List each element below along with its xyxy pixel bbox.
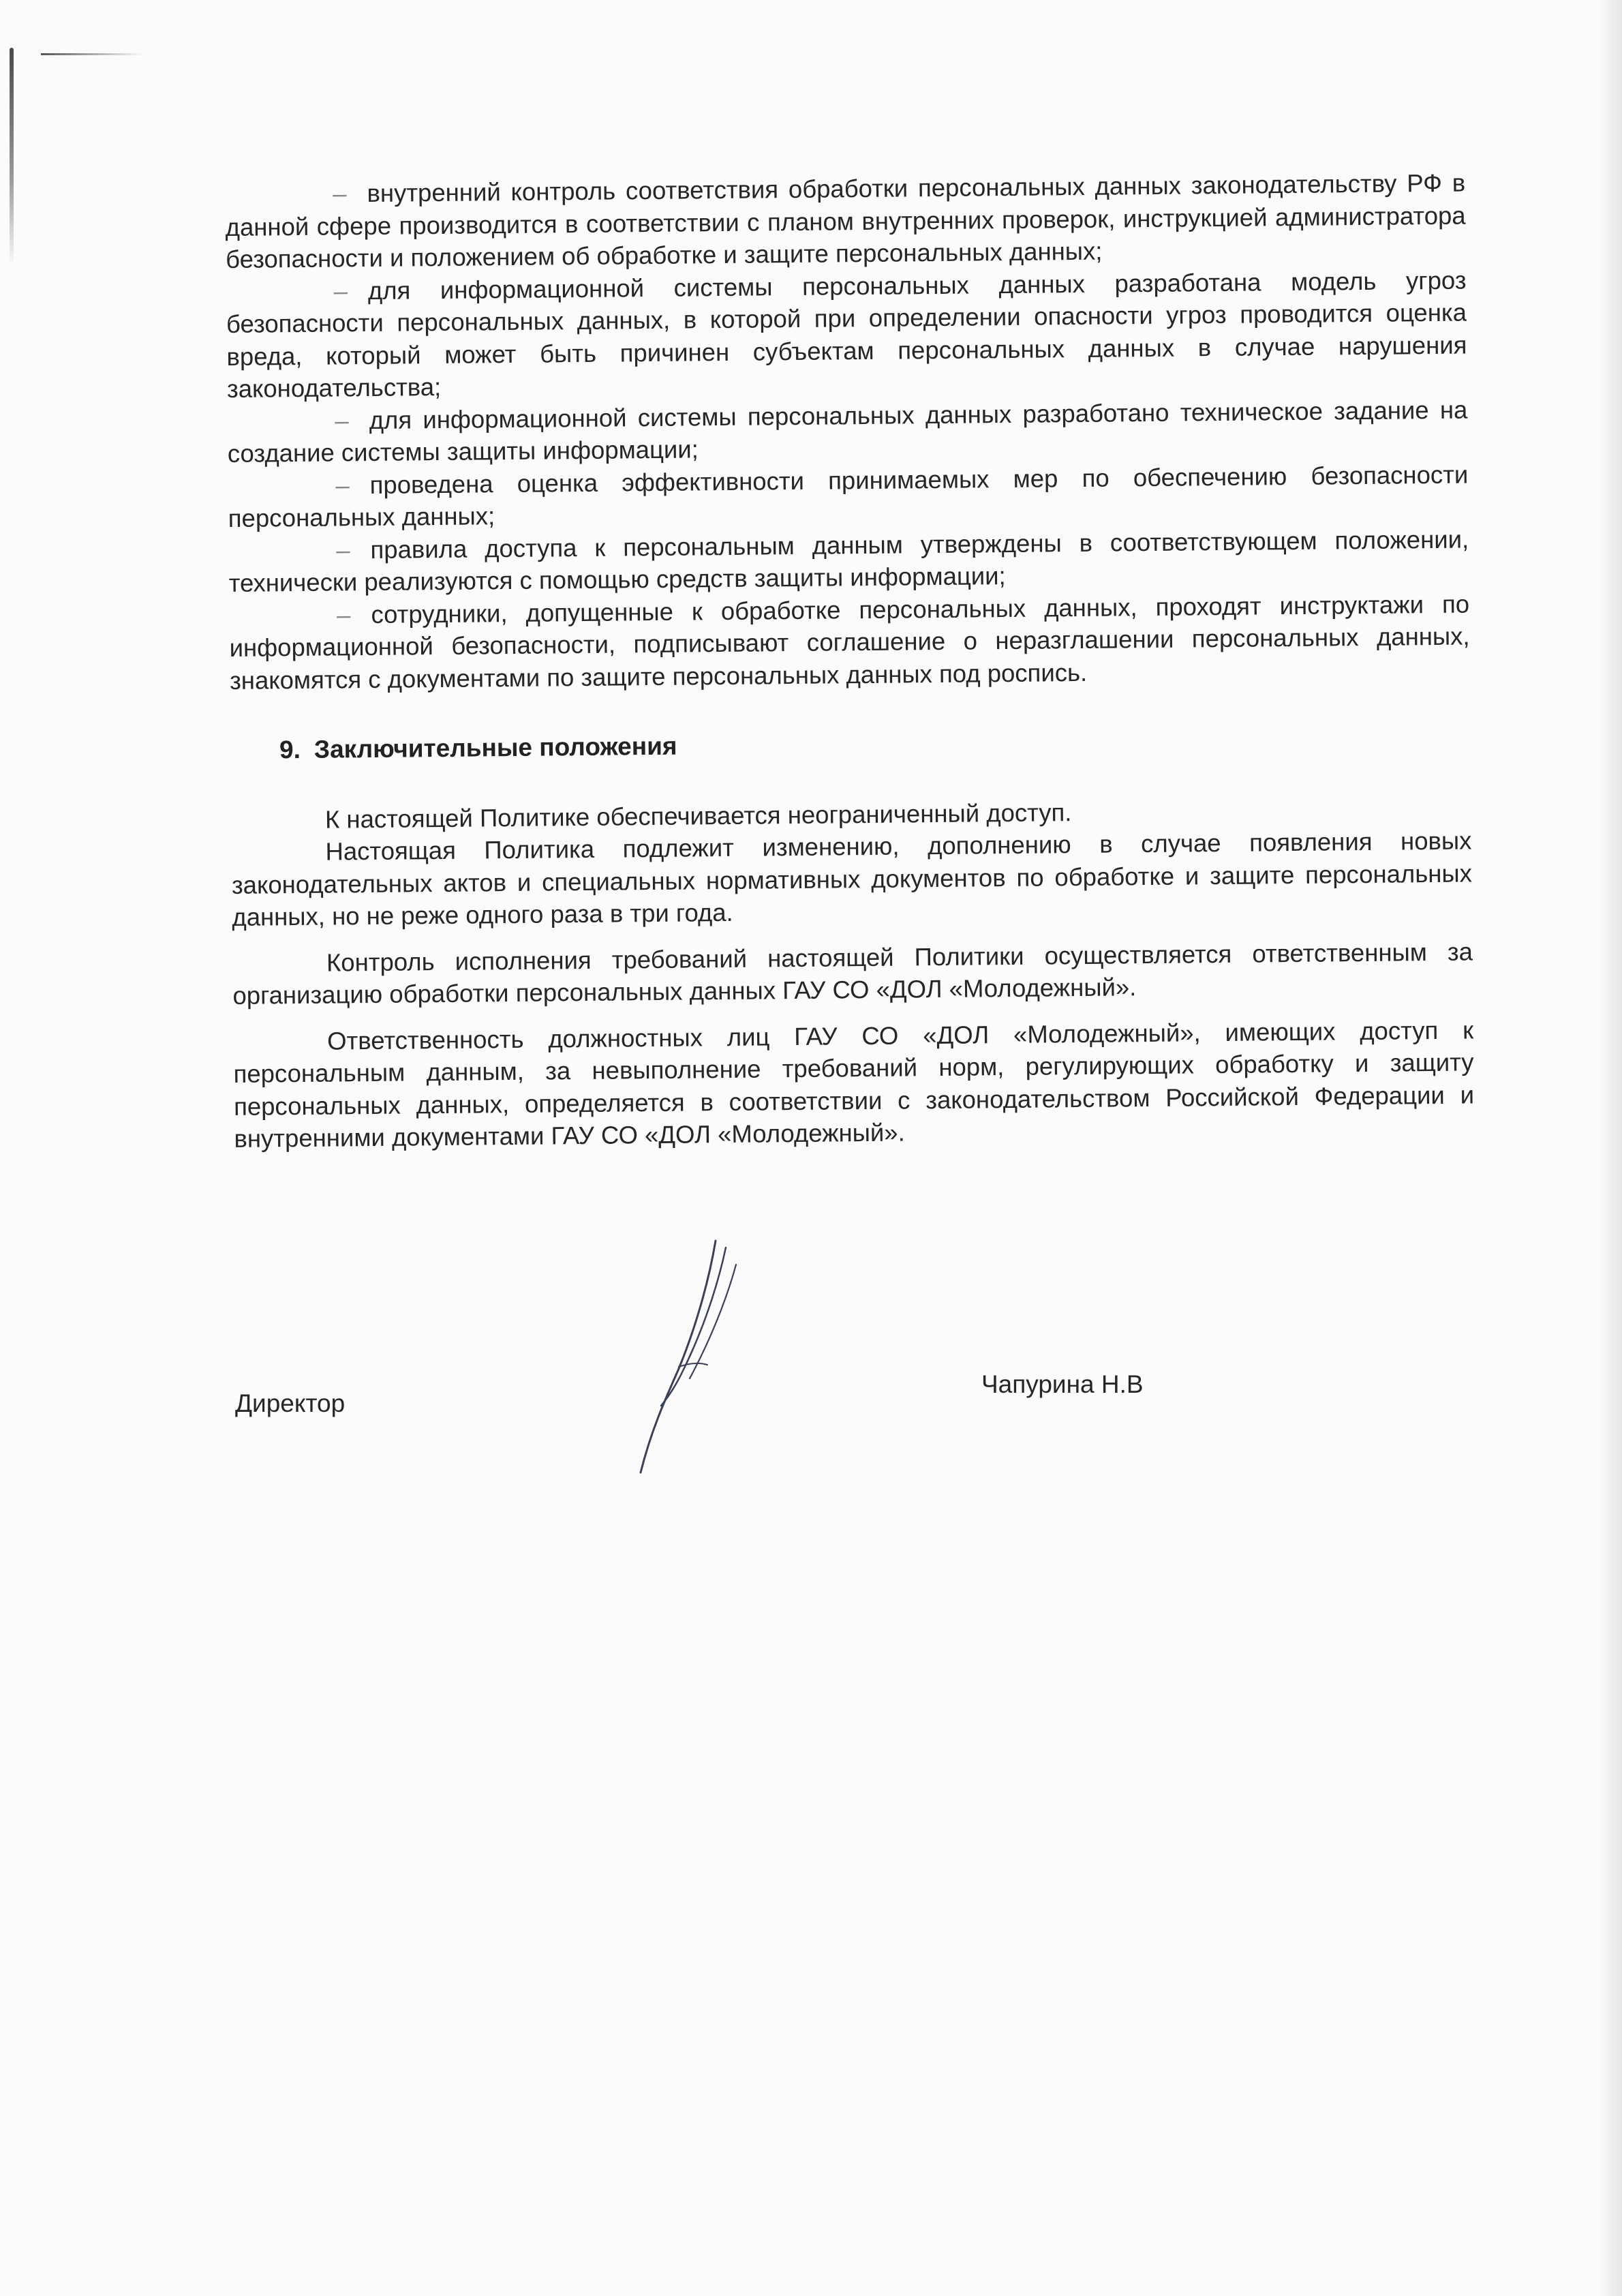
list-item-text: сотрудники, допущенные к обработке персональных данных, проходят инструктажи по информационной безопасности, подписывают соглашение о неразглашении персональных данных, знакомятся с документами по защите персональных данных под роспись. [229, 590, 1470, 695]
list-dash: – [336, 535, 350, 564]
paragraph: Настоящая Политика подлежит изменению, дополнению в случае появления новых законодательных актов и специальных нормативных документов по обработке и защите персональных данных, но не реже одного раза в три года. [231, 826, 1473, 931]
list-item-text: правила доступа к персональным данным утверждены в соответствующем положении, технически реализуются с помощью средств защиты информации; [228, 525, 1469, 597]
paragraph: К настоящей Политике обеспечивается неограниченный доступ. [324, 798, 1072, 834]
section-number: 9. [279, 735, 301, 764]
scan-shadow [1597, 0, 1622, 2296]
list-item-text: проведена оценка эффективности принимаемых мер по обеспечению безопасности персональных данных; [228, 460, 1469, 532]
paragraph: Ответственность должностных лиц ГАУ СО «ДОЛ «Молодежный», имеющих доступ к персональным данным, за невыполнение требований норм, регулирующих обработку и защиту персональных данных, определяется в соответствии с законодательством Российской Федерации и внутренними документами ГАУ СО «ДОЛ «Молодежный». [233, 1015, 1475, 1153]
list-item [227, 393, 1468, 470]
list-dash: – [336, 600, 351, 629]
list-item [228, 523, 1469, 599]
list-item [228, 458, 1469, 534]
list-item [226, 264, 1467, 405]
list-dash: – [333, 179, 347, 208]
list-dash: – [335, 470, 350, 499]
document-body [225, 167, 1475, 1155]
signatory-title: Директор [235, 1389, 346, 1417]
list-item-text: внутренний контроль соответствия обработки персональных данных законодательству РФ в данной сфере производится в соответствии с планом внутренних проверок, инструкцией администратора безопасности и положением об обработке и защите персональных данных; [225, 168, 1466, 273]
list-item-text: для информационной системы персональных данных разработано техническое задание на создание системы защиты информации; [227, 395, 1468, 468]
scan-edge-artifact [41, 53, 143, 55]
signatory-name: Чапурина Н.В [981, 1370, 1144, 1398]
final-provisions [231, 792, 1475, 1155]
scan-edge-artifact [10, 48, 14, 266]
list-item [229, 588, 1470, 697]
section-heading [279, 722, 1471, 766]
list-dash: – [333, 276, 348, 305]
list-dash: – [335, 406, 349, 434]
list-item-text: для информационной системы персональных данных разработана модель угроз безопасности персональных данных, в которой при определении опасности угроз проводится оценка вреда, который может быть причинен субъектам персональных данных в случае нарушения законодательства; [226, 266, 1467, 403]
list-item [225, 167, 1466, 276]
section-title: Заключительные положения [313, 731, 677, 764]
paragraph: Контроль исполнения требований настоящей Политики осуществляется ответственным за организацию обработки персональных данных ГАУ СО «ДОЛ «Молодежный». [232, 937, 1473, 1010]
handwritten-signature [613, 1227, 791, 1500]
